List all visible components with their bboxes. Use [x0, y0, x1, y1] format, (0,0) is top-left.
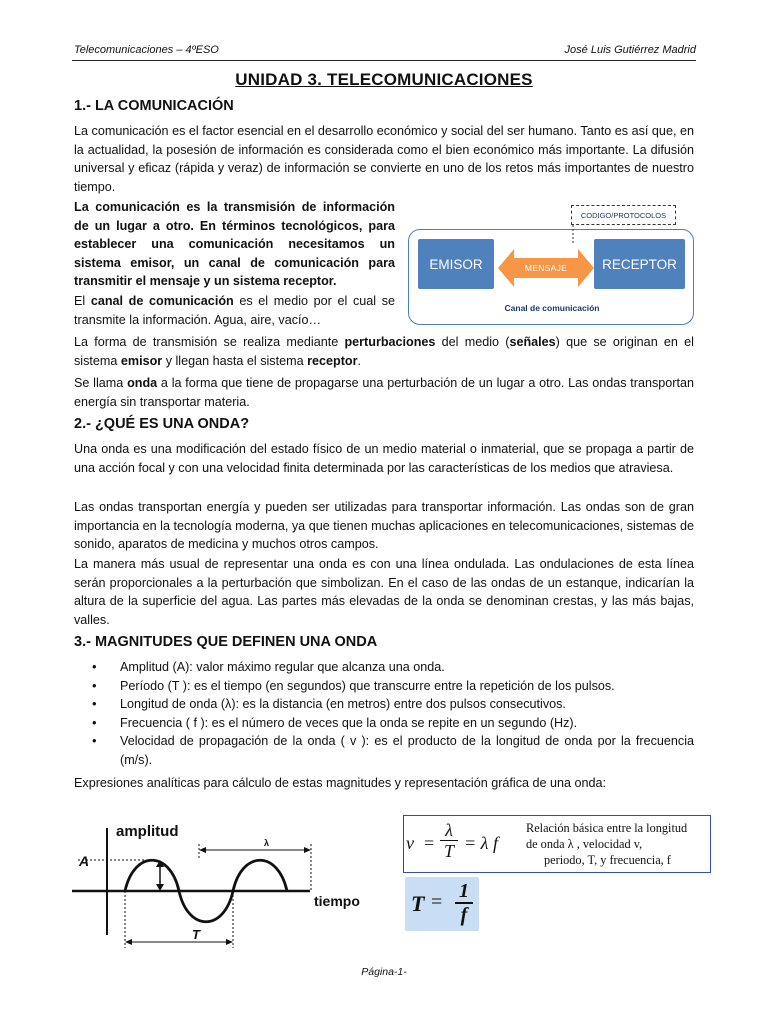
wave-figure: [70, 820, 390, 960]
period-symbol: T: [192, 927, 200, 942]
list-item-amplitud: • Amplitud (A): valor máximo regular que alcanza una onda.: [74, 658, 694, 677]
text-span: .: [357, 353, 362, 368]
list-item-longitud: • Longitud de onda (λ): es la distancia (en metros) entre dos pulsos consecutivos.: [74, 695, 694, 714]
mensaje-label: MENSAJE: [524, 263, 568, 273]
formula-note-line3: periodo, T, y frecuencia, f: [544, 853, 671, 867]
text-span: ) que se originan en el sistema: [74, 335, 694, 368]
period-one: 1: [459, 880, 469, 902]
term-onda: onda: [127, 376, 158, 390]
magnitudes-list: [74, 658, 694, 770]
formula-velocity-box: [403, 815, 711, 873]
header-course: Telecomunicaciones – 4ºESO: [74, 44, 219, 56]
tiempo-label: tiempo: [314, 893, 360, 909]
paragraph-onda-1: Una onda es una modificación del estado físico de un medio material o inmaterial, que se propaga a partir de una acción focal y con una velocidad finita determinada por las características de los medios que atraviesa.: [74, 442, 694, 475]
paragraph-comunicacion-intro: La comunicación es el factor esencial en el desarrollo económico y social del ser humano. Tanto es así que, en la actualidad, la posesión de información es considerada como el bien económico más importante. La difusión universal y eficaz (rápida y veraz) de información se convierte en uno de los retos más importantes de nuestro tiempo.: [74, 124, 694, 194]
page-title: UNIDAD 3. TELECOMUNICACIONES: [235, 70, 533, 89]
amplitud-label: amplitud: [116, 823, 179, 840]
period-fraction: [455, 880, 473, 926]
paragraph-onda-3: La manera más usual de representar una onda es con una línea ondulada. Las ondulaciones de esta línea serán proporcionales a la perturbación que simbolizan. En el caso de las ondas de un estanque, indicarían la altura de la superficie del agua. Las partes más elevadas de la onda se denominan crestas, y las más bajas, valles.: [74, 557, 694, 627]
term-receptor: receptor: [307, 353, 358, 368]
text-span: a la forma que tiene de propagarse una perturbación de un lugar a otro. Las ondas transportan energía sin transportar materia.: [74, 376, 695, 409]
paragraph-onda-2: Las ondas transportan energía y pueden ser utilizadas para transportar información. Las ondas son de gran importancia en la tecnología moderna, ya que tienen muchas aplicaciones en telecomunicaciones, sistemas de sonido, aparatos de medicina y muchos otros campos.: [74, 500, 694, 552]
paragraph-definicion-comunicacion: La comunicación es la transmisión de información de un lugar a otro. En términos tecnológicos, para establecer una comunicación necesitamos un sistema emisor, un canal de comunicación para transmitir el mensaje y un sistema receptor.: [74, 200, 395, 289]
section-heading-onda: 2.- ¿QUÉ ES UNA ONDA?: [74, 416, 250, 432]
formula-lambda: λ: [445, 820, 453, 840]
paragraph-canal: [74, 292, 395, 329]
formula-note: [526, 820, 708, 868]
paragraph-onda-definicion: [74, 374, 694, 411]
header-rule: [72, 60, 696, 61]
formula-velocity: [404, 820, 522, 868]
formula-period-box: [405, 877, 479, 931]
list-item-frecuencia: • Frecuencia ( f ): es el número de veces que la onda se repite en un segundo (Hz).: [74, 714, 694, 733]
paragraph-expresiones: Expresiones analíticas para cálculo de estas magnitudes y representación gráfica de una onda:: [74, 776, 607, 790]
term-canal: canal de comunicación: [90, 294, 234, 308]
list-item-velocidad: • Velocidad de propagación de la onda ( v ): es el producto de la longitud de onda por la frecuencia (m/s).: [74, 732, 694, 769]
text-span: Se llama: [74, 376, 128, 390]
canal-label: Canal de comunicación: [504, 303, 600, 313]
communication-diagram: [408, 203, 694, 327]
period-f: f: [460, 904, 468, 926]
formula-rhs: = λ f: [464, 833, 498, 853]
protocol-box: CODIGO/PROTOCOLOS: [571, 205, 676, 225]
text-span: del medio (: [435, 335, 510, 349]
formula-note-line1: Relación básica entre la longitud: [526, 821, 688, 835]
list-item-periodo: • Período (T ): es el tiempo (en segundos) que transcurre entre la repetición de los pulsos.: [74, 677, 694, 696]
formula-T: T: [443, 841, 454, 861]
formula-equals: =: [424, 833, 435, 853]
term-emisor: emisor: [120, 353, 163, 368]
header-author: José Luis Gutiérrez Madrid: [564, 44, 696, 56]
wave-graph: [70, 820, 390, 960]
formula-v: v: [406, 833, 414, 853]
wavelength-symbol: λ: [264, 838, 270, 848]
text-span: es el medio por el cual se transmite la información. Agua, aire, vacío…: [74, 294, 395, 327]
text-span: La forma de transmisión se realiza mediante: [74, 335, 345, 349]
term-senales: señales: [509, 335, 556, 349]
formula-fraction: [440, 820, 458, 861]
emisor-node: EMISOR: [418, 239, 494, 289]
section-heading-magnitudes: 3.- MAGNITUDES QUE DEFINEN UNA ONDA: [74, 634, 378, 650]
page-footer: Página-1-: [361, 966, 407, 978]
period-T: T: [411, 891, 425, 916]
section-heading-comunicacion: 1.- LA COMUNICACIÓN: [74, 98, 234, 114]
formula-note-line2: de onda λ , velocidad v,: [526, 837, 643, 851]
amplitude-symbol: A: [79, 853, 90, 869]
term-perturbaciones: perturbaciones: [344, 335, 436, 349]
text-span: El: [74, 294, 91, 308]
protocol-connector: [572, 225, 574, 245]
paragraph-transmision: [74, 333, 694, 370]
period-equals: =: [431, 891, 443, 913]
receptor-node: RECEPTOR: [594, 239, 685, 289]
text-span: y llegan hasta el sistema: [162, 353, 308, 368]
